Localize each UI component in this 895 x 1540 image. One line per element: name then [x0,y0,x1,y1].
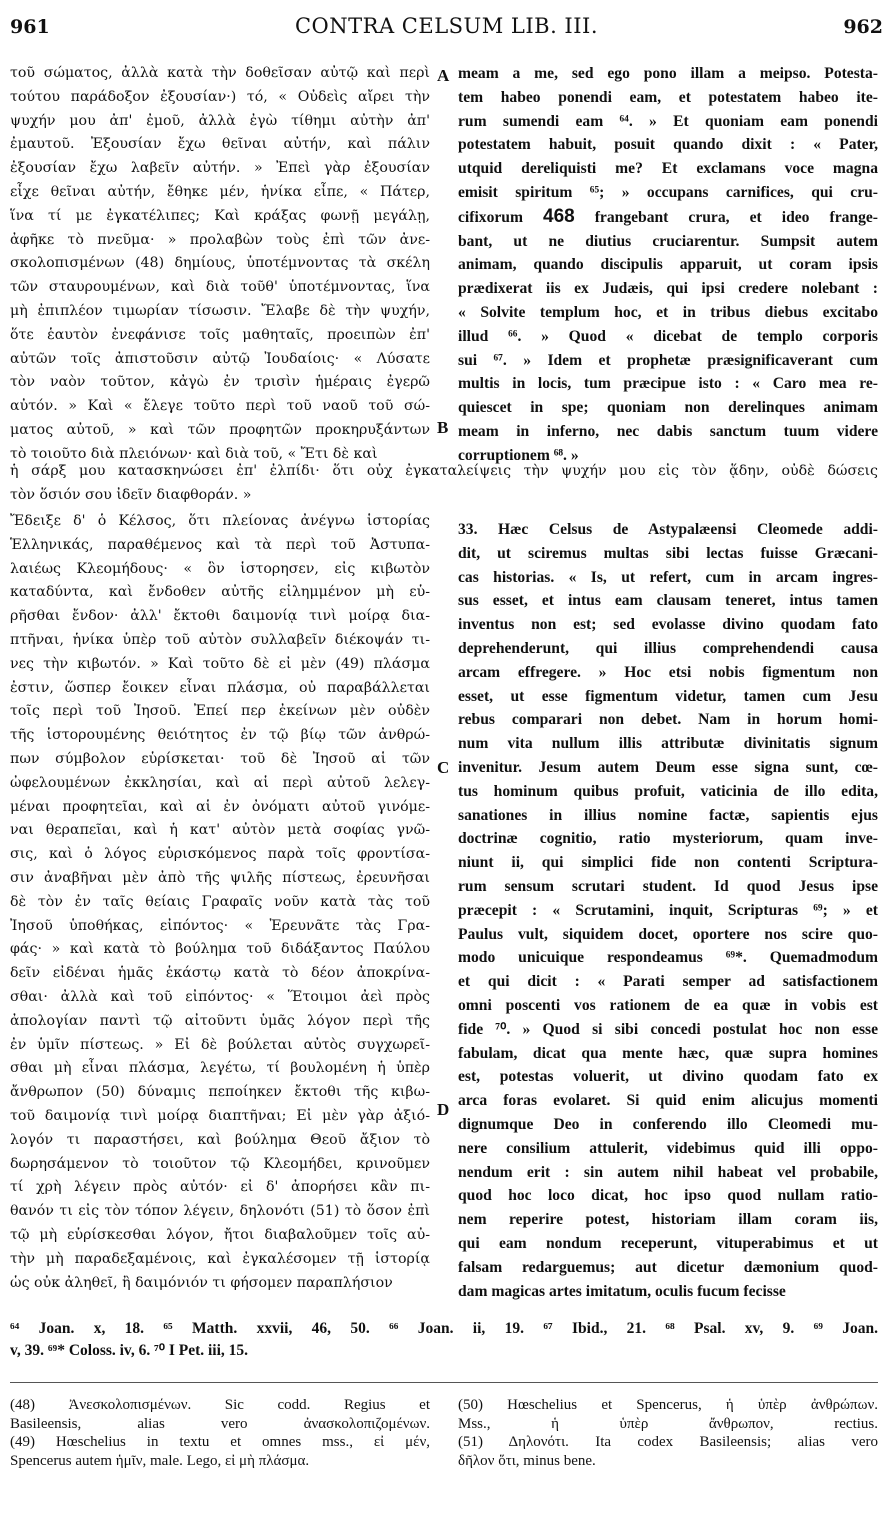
page-number-left: 961 [10,16,50,38]
greek-text-line: τοῖς περὶ τοῦ Ἰησοῦ. Ἐπεί περ ἐκείνων μὲν οὐδὲν [10,703,430,720]
latin-text-line: Paulus vult, siquidem docet, oportere nos scire quo- [458,925,878,943]
latin-text-line: prædixerat iis ex Judæis, qui ipsi credere nolebant : [458,280,878,298]
greek-text-line: δεῖν εἰδέναι ἡμᾶς ἑκάστῳ κατὰ τὸ δέον ἀποκρίνα- [10,965,430,982]
latin-text-line: multis in locis, tum præcipue isto : « Caro mea re- [458,375,878,393]
greek-text-line: τούτου παράδοξον ἐξουσίαν·) τό, « Οὐδεὶς αἴρει τὴν [10,88,430,105]
greek-text-line: καταδύντα, καὶ ἔνδοθεν αὐτῆς εἰλημμένον μὴ εὑ- [10,584,430,601]
greek-text-line: τῆς ἱστορουμένης θειότητος ἐν τῷ βίῳ τῶν ἀνθρώ- [10,727,430,744]
latin-line-prefix: cifixorum [458,208,543,226]
greek-text-line: Ἑλληνικάς, παραθέμενος καὶ τὰ περὶ τοῦ Ἀστυπα- [10,536,430,553]
greek-text-line: σθαι μὴ εἶναι πλάσμα, λεγέτω, τί βουλομένη ἡ ὑπὲρ [10,1060,430,1077]
reference-line: ⁶⁴ Joan. x, 18. ⁶⁵ Matth. xxvii, 46, 50. ⁶⁶ Joan. ii, 19. ⁶⁷ Ibid., 21. ⁶⁸ Psal. xv, 9. ⁶⁹ Joan. [10,1320,878,1337]
latin-text-line: illud ⁶⁶. » Quod « dicebat de templo corporis [458,327,878,345]
greek-text-line: τοῦ δαιμονίᾳ τινὶ μοίρᾳ διαπτῆναι; Εἰ μὲν γὰρ ἀξιό- [10,1107,430,1124]
latin-text-line: sus esset, et intus eam clausam teneret, intus tamen [458,592,878,610]
footnote-divider [10,1382,878,1383]
latin-text-line: nem reperire potest, historiam illam coram iis, [458,1211,878,1229]
latin-text-line: inventus non est; sed evolasse divino quodam fato [458,616,878,634]
footnotes-left [10,1396,430,1470]
greek-text-line: τί χρὴ λέγειν πρὸς αὐτόν· εἰ δ' ἀπορήσει κἂν πι- [10,1179,430,1196]
greek-text-line: τὸ τοιοῦτο διὰ πλειόνων· καὶ διὰ τοῦ, « Ἔτι δὲ καὶ [10,445,378,462]
greek-column-bottom [10,510,430,1295]
latin-text-line: qui eam nondum receperunt, vituperabimus et ut [458,1234,878,1252]
latin-text-line: corruptionem ⁶⁸. » [458,446,579,464]
latin-text-line: esset, ut esse figmentum videtur, tamen cum Jesu [458,687,878,705]
greek-text-line: σιν ἀναβῆναι μὲν ἀπὸ τῆς ψιλῆς πίστεως, ἐρευνῆσαι [10,869,430,886]
latin-text-line: tus hominum quibus profuit, vaticinia de illo edita, [458,782,878,800]
latin-text-line: potestatem habuit, posuit quando dixit : « Pater, [458,136,878,154]
latin-text-line: utquid dereliquisti me? Et exclamans voce magna [458,160,878,178]
greek-text-line: ἐν ὑμῖν πίστεως. » Εἰ δὲ βούλεται αὐτὸς συγχωρεῖ- [10,1036,430,1053]
greek-text-line: ψυχήν μου ἀπ' ἐμοῦ, ἀλλὰ ἐγὼ τίθημι αὐτὴν ἀπ' [10,112,430,129]
greek-text-line: λαιέως Κλεομήδους· « ὃν ἱστορησεν, εἰς κιβωτὸν [10,560,430,577]
footnote-line: (51) Δηλονότι. Ita codex Basileensis; alias vero [458,1434,878,1450]
latin-text-line: est, potestas voluerit, ut divino quodam fato ex [458,1068,878,1086]
greek-text-line: ἐστιν, ὥσπερ ἔοικεν εἶναι πλάσμα, οὐ παραβάλλεται [10,679,430,696]
greek-text-line: τὸν ναὸν τοῦτον, κἀγὼ ἐν τρισὶν ἡμέραις ἐγερῶ [10,374,430,391]
greek-text-line: ναι θεραπεῖαι, καὶ ἡ κατ' αὐτὸν μετὰ σοφίας γνῶ- [10,822,430,839]
latin-text-line: arca foras evolaret. Si quid enim alicujus momenti [458,1092,878,1110]
greek-text-line: εἶχε θεῖναι αὐτήν, ἔθηκε μέν, ἡνίκα εἶπε, « Πάτερ, [10,183,430,200]
latin-column-top [458,62,878,468]
latin-text-line: meam a me, sed ego pono illam a meipso. Potesta- [458,65,878,82]
greek-text-line: σις, καὶ ὁ λόγος εὑρισκόμενος παρὰ τοῖς φροντίσα- [10,846,430,863]
footnote-line: (49) Hœschelius in textu et omnes mss., εἰ μέν, [10,1434,430,1450]
greek-text-line: ματος αὐτοῦ, » καὶ τῶν προφητῶν προκηρυξάντων [10,421,430,438]
latin-column-bottom [458,518,878,1303]
latin-text-line: doctrinæ cognitio, ratio mysteriorum, quam inve- [458,830,878,848]
wide-text-line: τὸν ὅσιόν σου ἰδεῖν διαφθοράν. » [10,486,252,503]
greek-text-line: πτῆναι, ἡνίκα ὑπὲρ τοῦ αὐτὸν συλλαβεῖν διέκοψάν τι- [10,631,430,648]
latin-text-line: sui ⁶⁷. » Idem et prophetæ præsignificaverant cum [458,351,878,369]
margin-letter-b: B [437,418,449,437]
latin-text-line: dam magicas artes imitatum, oculis fucum fecisse [458,1282,786,1300]
latin-text-line: omni poscenti vos rationem de ea quæ in vobis est [458,996,878,1014]
latin-text-line: « Solvite templum hoc, et in tribus diebus excitabo [458,303,878,321]
greek-text-line: σθαι· ἀλλὰ καὶ τοῦ εἰπόντος· « Ἕτοιμοι ἀεὶ πρὸς [10,988,430,1005]
greek-text-line: ἐμαυτοῦ. Ἐξουσίαν ἔχω θεῖναι αὐτήν, καὶ πάλιν [10,136,430,153]
latin-text-line: modo unicuique respondeamus ⁶⁹*. Quemadmodum [458,949,878,967]
latin-text-line: nendum erit : sin autem nihil habeat vel probabile, [458,1163,878,1181]
latin-text-line: deprehenderunt, qui illius comprehendendi causa [458,639,878,657]
latin-text-line [458,205,878,230]
greek-text-line: αὐτόν. » Καὶ « ἔλεγε τοῦτο περὶ τοῦ ναοῦ τοῦ σώ- [10,398,430,415]
greek-text-line: σκολοπισμένων (48) δημίους, ὑποτέμνοντας τὰ σκέλη [10,255,430,272]
margin-letter-d: D [437,1100,450,1119]
latin-text-line: 33. Hæc Celsus de Astypalæensi Cleomede addi- [458,521,878,538]
greek-text-line: τὴν μὴ παραδεξαμένοις, καὶ ἐγκαλέσομεν τῇ ἱστορίᾳ [10,1250,430,1267]
latin-text-line: nere consilium attulerit, videbimus quid illi oppo- [458,1139,878,1157]
latin-text-line: et qui dicit : « Parati semper ad satisfactionem [458,973,878,991]
greek-text-line: ἀφῆκε τὸ πνεῦμα· » προλαβὼν τοὺς ἐπὶ τῶν ἀνε- [10,231,430,248]
greek-text-line: μέναι προφητεῖαι, καὶ αἱ ἐν ὀνόματι αὐτοῦ γινόμε- [10,798,430,815]
greek-text-line: τοῦ σώματος, ἀλλὰ κατὰ τὴν δοθεῖσαν αὐτῷ καὶ περὶ [10,65,430,81]
latin-text-line: rum sensum scrutari student. Id quod Jesus ipse [458,877,878,895]
greek-text-line: αὐτῶν τοῖς ἀπιστοῦσιν αὐτῷ Ἰουδαίοις· « Λύσατε [10,350,430,367]
latin-line-rest: frangebant crura, et ideo frange- [574,208,878,226]
greek-text-line: θανόν τι εἰς τὸν τόπον λέγειν, δηλονότι (51) τὸ ὅσον ἐπὶ [10,1203,430,1220]
latin-text-line: fide ⁷⁰. » Quod si sibi concedi postulat hoc non esse [458,1020,878,1038]
greek-column-top [10,62,430,467]
footnote-line: Mss., ἡ ὑπὲρ ἄνθρωπον, rectius. [458,1415,878,1432]
latin-text-line: arcam effregere. » Hoc etsi nobis figmentum non [458,663,878,681]
latin-text-line: dit, ut sciremus multas sibi lectas fuisse Græcani- [458,544,878,562]
latin-text-line: num vita nullum illis attributæ divinitatis signum [458,735,878,753]
latin-text-line: cas historias. « Is, ut refert, cum in arcam ingres- [458,568,878,586]
page-number-right: 962 [843,16,883,38]
greek-text-line: μὴ ἐπιπλέον τιμωρίαν τίσωσιν. Ἔλαβε δὲ τὴν ψυχήν, [10,302,430,319]
latin-text-line: falsam redarguemus; aut dicetur dæmonium quod- [458,1258,878,1276]
greek-text-line: δωρησάμενον τὸ τοιοῦτον τῷ Κλεομήδει, κρινοῦμεν [10,1155,430,1172]
greek-text-line: ὡς οὐκ ἀληθεῖ, ἢ δαιμόνιόν τι φήσομεν παραπλήσιον [10,1274,393,1291]
latin-text-line: rebus comparari non debet. Nam in horum homi- [458,711,878,729]
footnote-line: δῆλον ὅτι, minus bene. [458,1452,596,1469]
greek-text-line: ἄνθρωπον (50) δύναμις πεποίηκεν ἔκτοθι τῆς κιβω- [10,1084,430,1101]
latin-text-line: animam, quando discipulis apparuit, ut coram ipsis [458,256,878,274]
latin-text-line: tem habeo ponendi eam, et potestatem habeo ite- [458,88,878,106]
greek-text-line: πων σύμβολον εὑρίσκεται· τοῦ δὲ Ἰησοῦ αἱ τῶν [10,750,430,767]
running-header [10,10,883,44]
greek-text-line: φάς· » καὶ κατὰ τὸ βούλημα τοῦ διδάξαντος Παύλου [10,941,430,958]
latin-text-line: dignumque Deo in conferendo illo Cleomedi mu- [458,1115,878,1133]
greek-text-line: δὲ τὸν ἐν ταῖς θείαις Γραφαῖς νοῦν κατὰ τὰς τοῦ [10,893,430,910]
wide-text-line: ἡ σάρξ μου κατασκηνώσει ἐπ' ἐλπίδι· ὅτι οὐχ ἐγκαταλείψεις τὴν ψυχήν μου εἰς τὸν ᾅδην, οὐδὲ δώσεις [10,463,878,479]
margin-letter-c: C [437,758,450,777]
greek-text-line: Ἰησοῦ ὑποθήκας, εἰπόντος· « Ἐρευνᾶτε τὰς Γρα- [10,917,430,934]
latin-text-line: meam in inferno, nec dabis sanctum tuum videre [458,422,878,440]
footnote-line: Spencerus autem ἡμῖν, male. Lego, εἰ μὴ πλάσμα. [10,1452,310,1469]
latin-text-line: rum sumendi eam ⁶⁴. » Et quoniam eam ponendi [458,112,878,130]
footnote-line: (50) Hœschelius et Spencerus, ἡ ὑπὲρ ἀνθρώπων. [458,1397,878,1413]
latin-text-line: fabulam, dicat qua mente hæc, quæ supra homines [458,1044,878,1062]
greek-text-line: λογόν τι παραστήσει, καὶ βούλημα Θεοῦ ἄξιον τὸ [10,1131,430,1148]
reference-line: v, 39. ⁶⁹* Coloss. iv, 6. ⁷⁰ I Pet. iii, 15. [10,1342,249,1359]
greek-text-line: τῶν σταυρουμένων, καὶ διὰ τοῦθ' ὑποτέμνοντας, ἵνα [10,279,430,296]
footnote-line: (48) Ἀνεσκολοπισμένων. Sic codd. Regius et [10,1397,430,1413]
margin-letter-a: A [437,66,450,85]
greek-text-line: ὅτε ἑαυτὸν ἐνεφάνισε τοῖς μαθηταῖς, προειπὼν ἐπ' [10,326,430,343]
latin-text-line: quod hoc loco dicat, hoc ipso quod nullam ratio- [458,1187,878,1205]
greek-text-line: ἐξουσίαν ἔχω λαβεῖν αὐτήν. » Ἐπεὶ γὰρ ἐξουσίαν [10,160,430,177]
full-width-quotation [10,460,878,508]
running-title: CONTRA CELSUM LIB. III. [294,14,598,38]
latin-text-line: bant, ut ne diutius cruciarentur. Sumpsit autem [458,232,878,250]
greek-text-line: τῷ μὴ εὑρίσκεσθαι λόγον, ἤτοι διαβαλοῦμεν τοῖς αὐ- [10,1226,430,1243]
latin-text-line: emisit spiritum ⁶⁵; » occupans carnifices, qui cru- [458,183,878,201]
latin-text-line: invenitur. Jesum autem Deum esse signa sunt, cœ- [458,758,878,776]
latin-text-line: niunt ii, qui simplici fide non contenti Scriptura- [458,854,878,872]
greek-text-line: νες τὴν κιβωτόν. » Καὶ τοῦτο δὲ εἰ μὲν (49) πλάσμα [10,655,430,672]
scripture-references [10,1318,878,1362]
column-number-marker: 468 [543,205,575,227]
greek-text-line: Ἔδειξε δ' ὁ Κέλσος, ὅτι πλείονας ἀνέγνω ἱστορίας [10,513,430,529]
footnote-line: Basileensis, alias vero ἀνασκολοπιζομένων. [10,1415,430,1432]
latin-text-line: sanationes in illius nomine factæ, sapientis ejus [458,806,878,824]
greek-text-line: ὠφελουμένων ἐκκλησίαι, καὶ αἱ περὶ αὐτοῦ λελεγ- [10,774,430,791]
latin-text-line: quiescet in spe; quoniam non derelinques animam [458,399,878,417]
footnotes-right [458,1396,878,1470]
greek-text-line: ἵνα τί με ἐγκατέλιπες; Καὶ κράξας φωνῇ μεγάλῃ, [10,207,430,224]
latin-text-line: præcepit : « Scrutamini, inquit, Scripturas ⁶⁹; » et [458,901,878,919]
greek-text-line: ρῆσθαι ἔνδον· ἀλλ' ἔκτοθι δαιμονίᾳ τινὶ μοίρᾳ δια- [10,608,430,625]
greek-text-line: ἀπολογίαν παντὶ τῷ αἰτοῦντι ὑμᾶς λόγον περὶ τῆς [10,1012,430,1029]
